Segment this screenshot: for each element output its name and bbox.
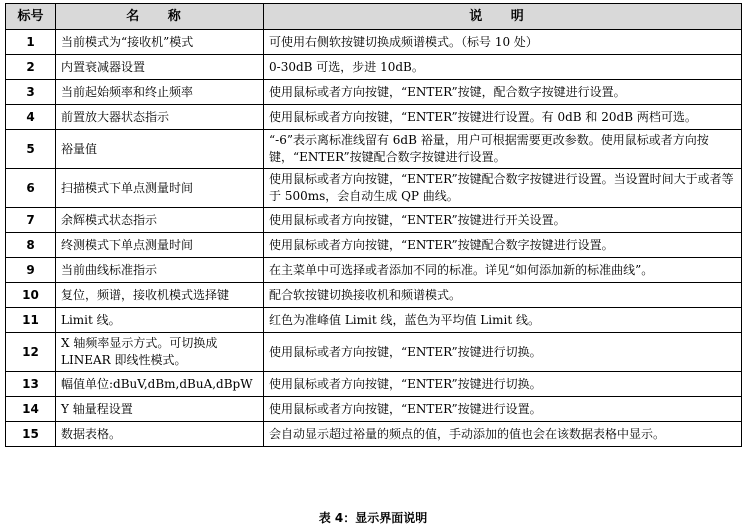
row-description: 使用鼠标或者方向按键，“ENTER”按键进行切换。 xyxy=(264,372,742,397)
row-name: 当前曲线标准指示 xyxy=(56,258,264,283)
row-number: 7 xyxy=(6,208,56,233)
row-name: Limit 线。 xyxy=(56,308,264,333)
display-interface-table xyxy=(5,3,742,447)
row-description: 使用鼠标或者方向按键，“ENTER”按键，配合数字按键进行设置。 xyxy=(264,80,742,105)
table-row xyxy=(6,372,742,397)
row-name: 终测模式下单点测量时间 xyxy=(56,233,264,258)
row-name: 数据表格。 xyxy=(56,422,264,447)
table-row xyxy=(6,308,742,333)
row-number: 8 xyxy=(6,233,56,258)
row-number: 15 xyxy=(6,422,56,447)
row-description: 0-30dB 可选，步进 10dB。 xyxy=(264,55,742,80)
table-row xyxy=(6,258,742,283)
row-description: “-6”表示离标准线留有 6dB 裕量，用户可根据需要更改参数。使用鼠标或者方向按键，“ENTER”按键配合数字按键进行设置。 xyxy=(264,130,742,169)
table-row xyxy=(6,208,742,233)
row-description: 使用鼠标或者方向按键，“ENTER”按键配合数字按键进行设置。 xyxy=(264,233,742,258)
row-name: 幅值单位:dBuV,dBm,dBuA,dBpW xyxy=(56,372,264,397)
table-row xyxy=(6,80,742,105)
row-description: 使用鼠标或者方向按键，“ENTER”按键进行设置。 xyxy=(264,397,742,422)
table-row xyxy=(6,55,742,80)
row-name: 当前模式为“接收机”模式 xyxy=(56,30,264,55)
row-name: 前置放大器状态指示 xyxy=(56,105,264,130)
table-row xyxy=(6,169,742,208)
row-name: 裕量值 xyxy=(56,130,264,169)
table-row xyxy=(6,333,742,372)
row-description: 使用鼠标或者方向按键，“ENTER”按键进行切换。 xyxy=(264,333,742,372)
table-row xyxy=(6,30,742,55)
row-number: 5 xyxy=(6,130,56,169)
row-description: 使用鼠标或者方向按键，“ENTER”按键进行开关设置。 xyxy=(264,208,742,233)
row-number: 3 xyxy=(6,80,56,105)
row-name: 内置衰减器设置 xyxy=(56,55,264,80)
table-header-row xyxy=(6,4,742,30)
header-number: 标号 xyxy=(6,4,56,30)
row-description: 使用鼠标或者方向按键，“ENTER”按键配合数字按键进行设置。当设置时间大于或者等于 500ms，会自动生成 QP 曲线。 xyxy=(264,169,742,208)
row-number: 10 xyxy=(6,283,56,308)
row-name: Y 轴量程设置 xyxy=(56,397,264,422)
row-description: 会自动显示超过裕量的频点的值，手动添加的值也会在该数据表格中显示。 xyxy=(264,422,742,447)
row-number: 13 xyxy=(6,372,56,397)
row-number: 4 xyxy=(6,105,56,130)
row-name: 扫描模式下单点测量时间 xyxy=(56,169,264,208)
row-number: 14 xyxy=(6,397,56,422)
row-name: 余辉模式状态指示 xyxy=(56,208,264,233)
table-row xyxy=(6,233,742,258)
row-number: 6 xyxy=(6,169,56,208)
row-description: 在主菜单中可选择或者添加不同的标准。详见“如何添加新的标准曲线”。 xyxy=(264,258,742,283)
row-description: 可使用右侧软按键切换成频谱模式。（标号 10 处） xyxy=(264,30,742,55)
row-number: 1 xyxy=(6,30,56,55)
table-row xyxy=(6,283,742,308)
row-name: 复位，频谱，接收机模式选择键 xyxy=(56,283,264,308)
table-row xyxy=(6,105,742,130)
document-sheet xyxy=(5,3,741,525)
row-number: 11 xyxy=(6,308,56,333)
row-description: 配合软按键切换接收机和频谱模式。 xyxy=(264,283,742,308)
row-description: 红色为准峰值 Limit 线，蓝色为平均值 Limit 线。 xyxy=(264,308,742,333)
row-number: 9 xyxy=(6,258,56,283)
table-caption: 表 4：显示界面说明 xyxy=(318,511,428,525)
header-name: 名 称 xyxy=(56,4,264,30)
row-description: 使用鼠标或者方向按键，“ENTER”按键进行设置。有 0dB 和 20dB 两档可选。 xyxy=(264,105,742,130)
table-row xyxy=(6,422,742,447)
table-row xyxy=(6,397,742,422)
row-name: 当前起始频率和终止频率 xyxy=(56,80,264,105)
row-number: 2 xyxy=(6,55,56,80)
header-description: 说 明 xyxy=(264,4,742,30)
row-name: X 轴频率显示方式。可切换成 LINEAR 即线性模式。 xyxy=(56,333,264,372)
table-row xyxy=(6,130,742,169)
row-number: 12 xyxy=(6,333,56,372)
